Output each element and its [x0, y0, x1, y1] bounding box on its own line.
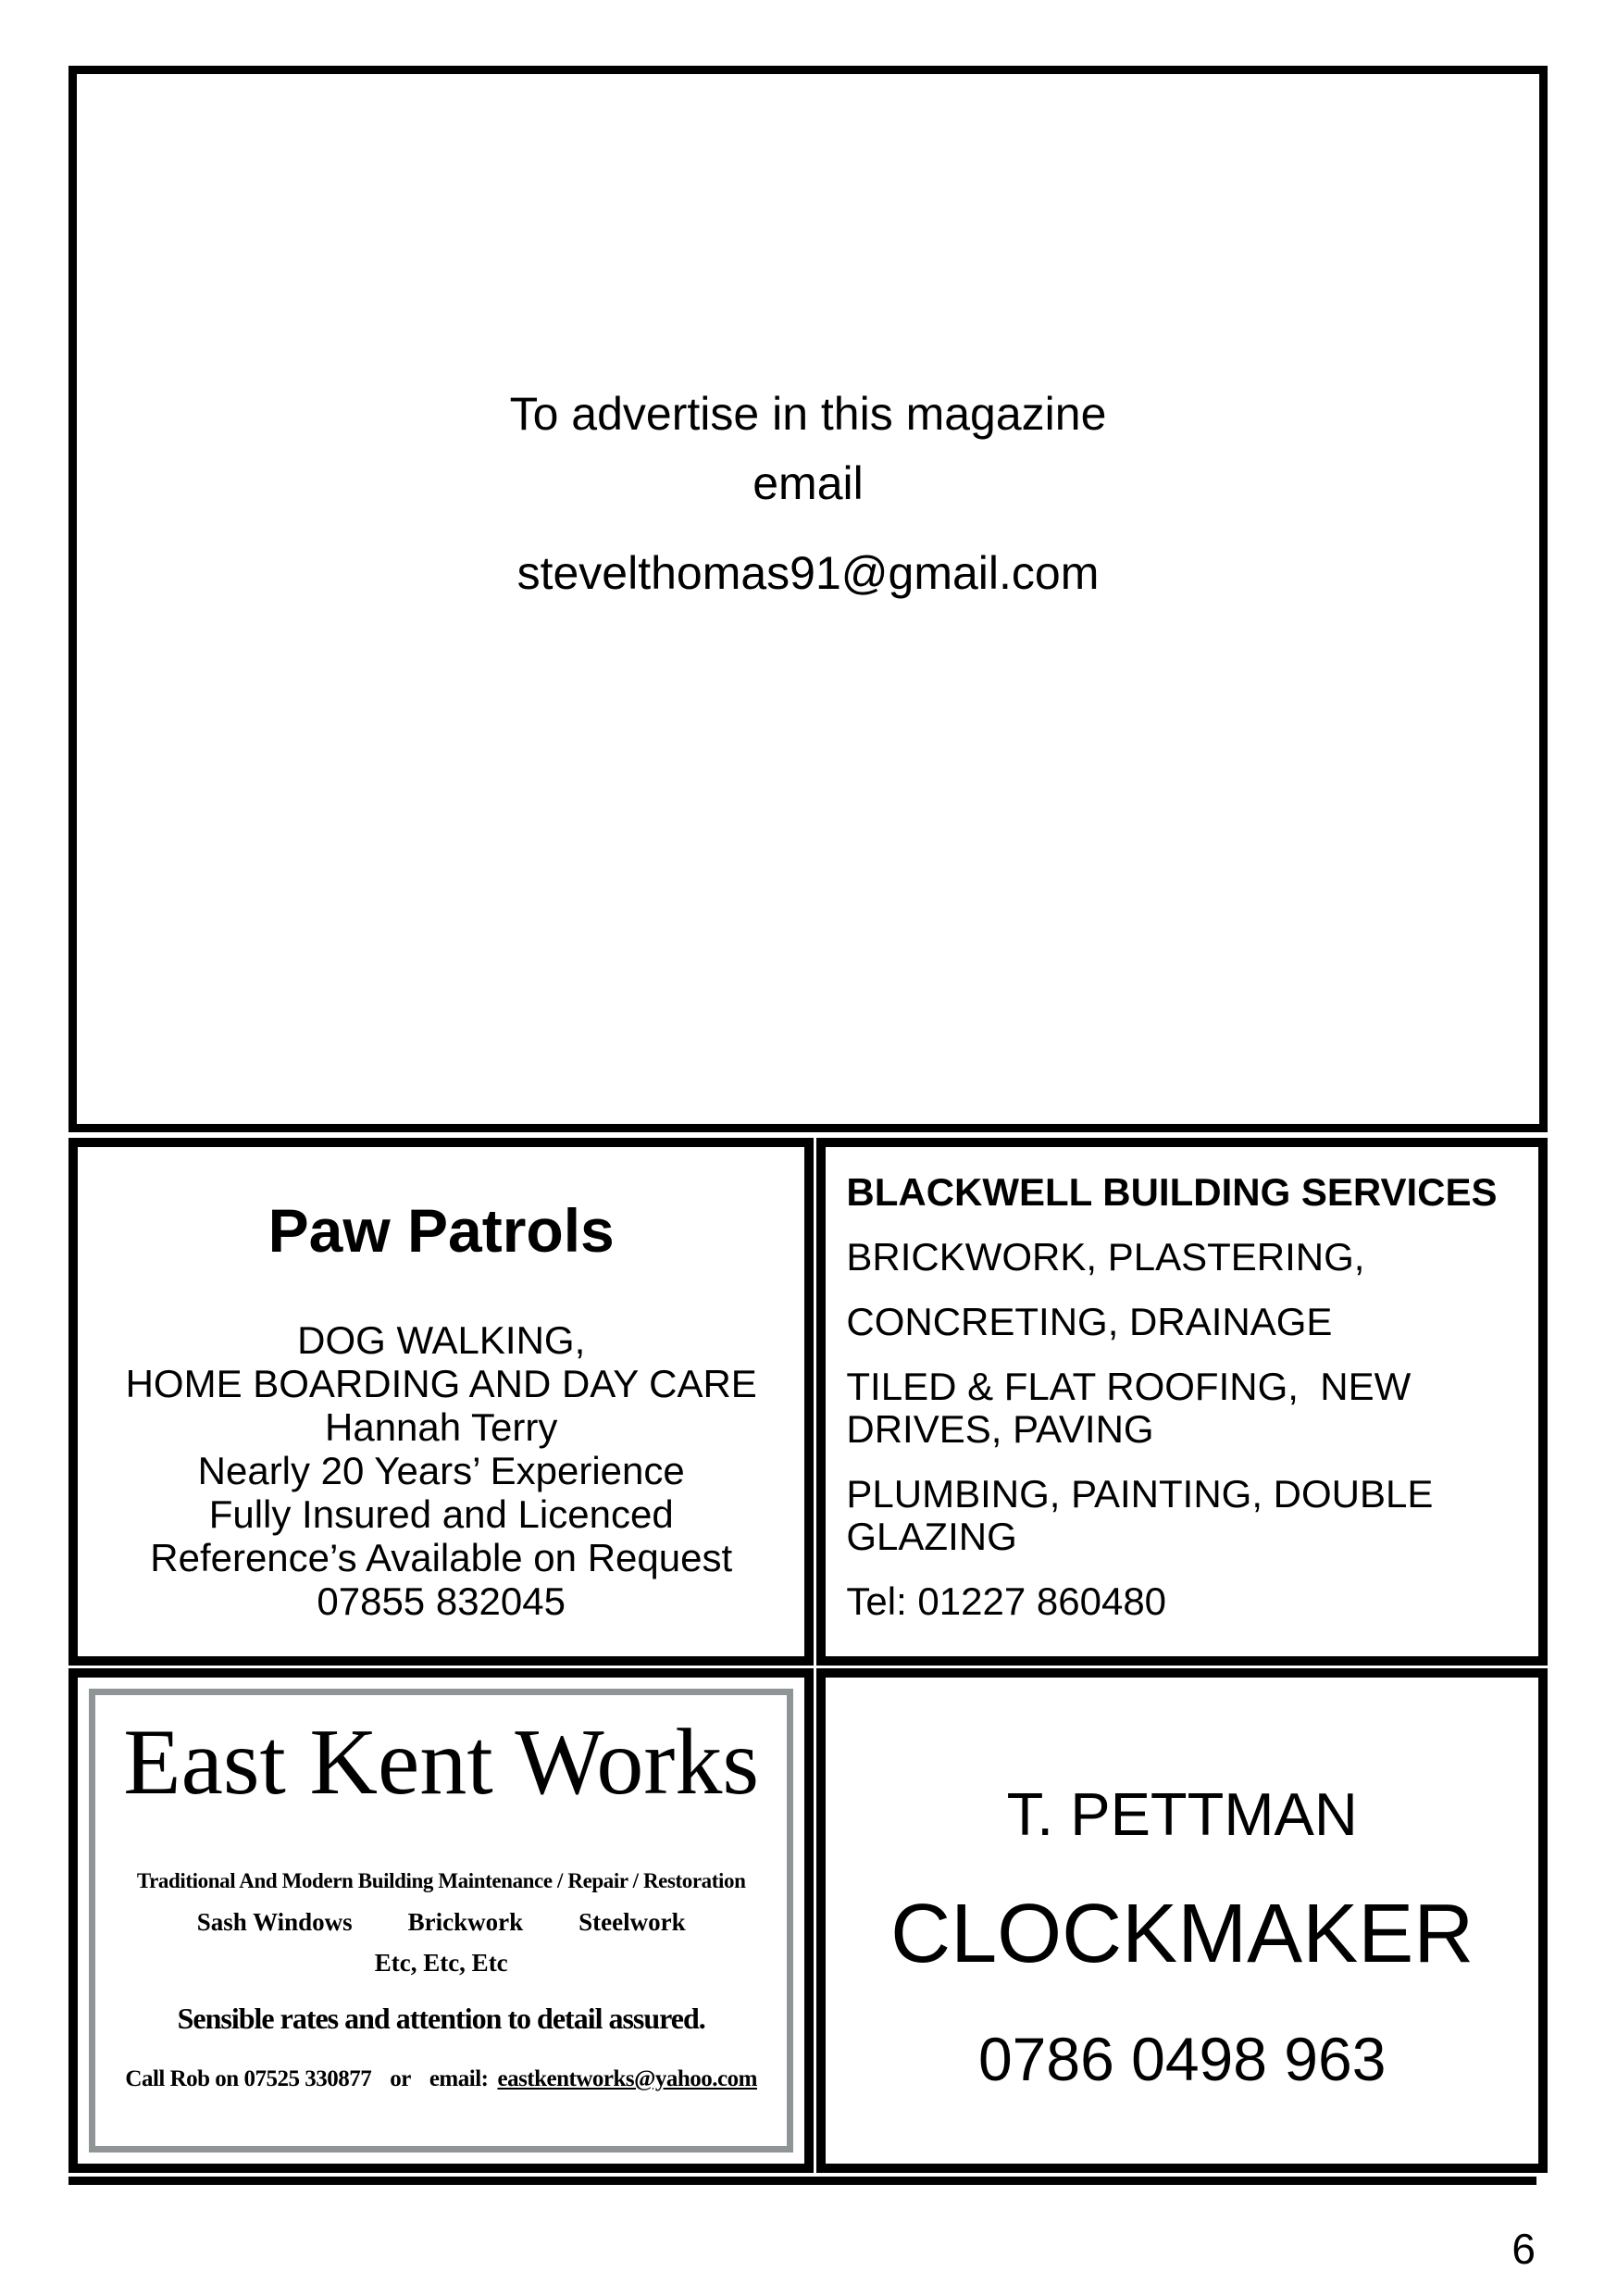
paw-patrols-line: Nearly 20 Years’ Experience [197, 1448, 685, 1492]
ekw-contact-email-label: email: [429, 2066, 489, 2092]
advertise-email: stevelthomas91@gmail.com [516, 547, 1100, 599]
blackwell-title: BLACKWELL BUILDING SERVICES [846, 1170, 1498, 1214]
ekw-service-item: Steelwork [578, 1908, 686, 1937]
pettman-phone: 0786 0498 963 [977, 2025, 1387, 2093]
blackwell-line: CONCRETING, DRAINAGE [846, 1300, 1333, 1343]
paw-patrols-phone: 07855 832045 [317, 1578, 566, 1623]
ekw-tagline: Sensible rates and attention to detail assured. [177, 2002, 705, 2036]
ads-grid [68, 1138, 1548, 2173]
blackwell-telephone [846, 1580, 1524, 1623]
paw-patrols-line: Hannah Terry [325, 1404, 558, 1449]
blackwell-paragraph [846, 1366, 1524, 1451]
page-content [68, 66, 1548, 2185]
blackwell-paragraph [846, 1236, 1524, 1279]
pettman-name: T. PETTMAN [1006, 1780, 1358, 1848]
ekw-service-item: Sash Windows [196, 1908, 353, 1937]
blackwell-line: DRIVES, PAVING [846, 1407, 1154, 1451]
paw-patrols-title: Paw Patrols [267, 1196, 615, 1265]
ekw-title: East Kent Works [123, 1710, 760, 1815]
ekw-etc-line: Etc, Etc, Etc [374, 1949, 508, 1978]
ekw-contact-line [95, 2064, 787, 2095]
blackwell-line: BRICKWORK, PLASTERING, [846, 1235, 1365, 1279]
advertise-line-1: To advertise in this magazine [509, 388, 1107, 440]
ekw-services-row [95, 1906, 787, 1938]
advertise-line-2: email [753, 457, 864, 509]
paw-patrols-line: Fully Insured and Licenced [208, 1491, 674, 1536]
page-number: 6 [1511, 2225, 1536, 2273]
advertise-text-block [77, 74, 1539, 608]
pettman-ad [816, 1668, 1548, 2173]
ekw-contact-email: eastkentworks@yahoo.com [497, 2066, 757, 2092]
paw-patrols-line: DOG WALKING, [297, 1317, 586, 1362]
ekw-contact-call: Call Rob on 07525 330877 [125, 2066, 372, 2092]
paw-patrols-ad [68, 1138, 814, 1666]
ekw-subtitle: Traditional And Modern Building Maintenance / Repair / Restoration [136, 1869, 746, 1893]
paw-patrols-line: HOME BOARDING AND DAY CARE [125, 1361, 757, 1405]
blackwell-line: GLAZING [846, 1515, 1017, 1558]
blackwell-line: PLUMBING, PAINTING, DOUBLE [846, 1472, 1434, 1516]
paw-patrols-line: Reference’s Available on Request [150, 1535, 733, 1579]
table-bottom-rule [68, 2177, 1536, 2185]
pettman-title: CLOCKMAKER [890, 1887, 1474, 1980]
east-kent-works-ad [68, 1668, 814, 2173]
blackwell-paragraph [846, 1473, 1524, 1558]
blackwell-line: TILED & FLAT ROOFING, NEW [846, 1365, 1412, 1408]
blackwell-ad [816, 1138, 1548, 1666]
ekw-frame [89, 1689, 793, 2152]
blackwell-tel-line: Tel: 01227 860480 [846, 1579, 1167, 1623]
advertise-box [68, 66, 1548, 1132]
ekw-contact-or: or [390, 2066, 411, 2092]
blackwell-paragraph [846, 1301, 1524, 1343]
ekw-service-item: Brickwork [407, 1908, 524, 1937]
